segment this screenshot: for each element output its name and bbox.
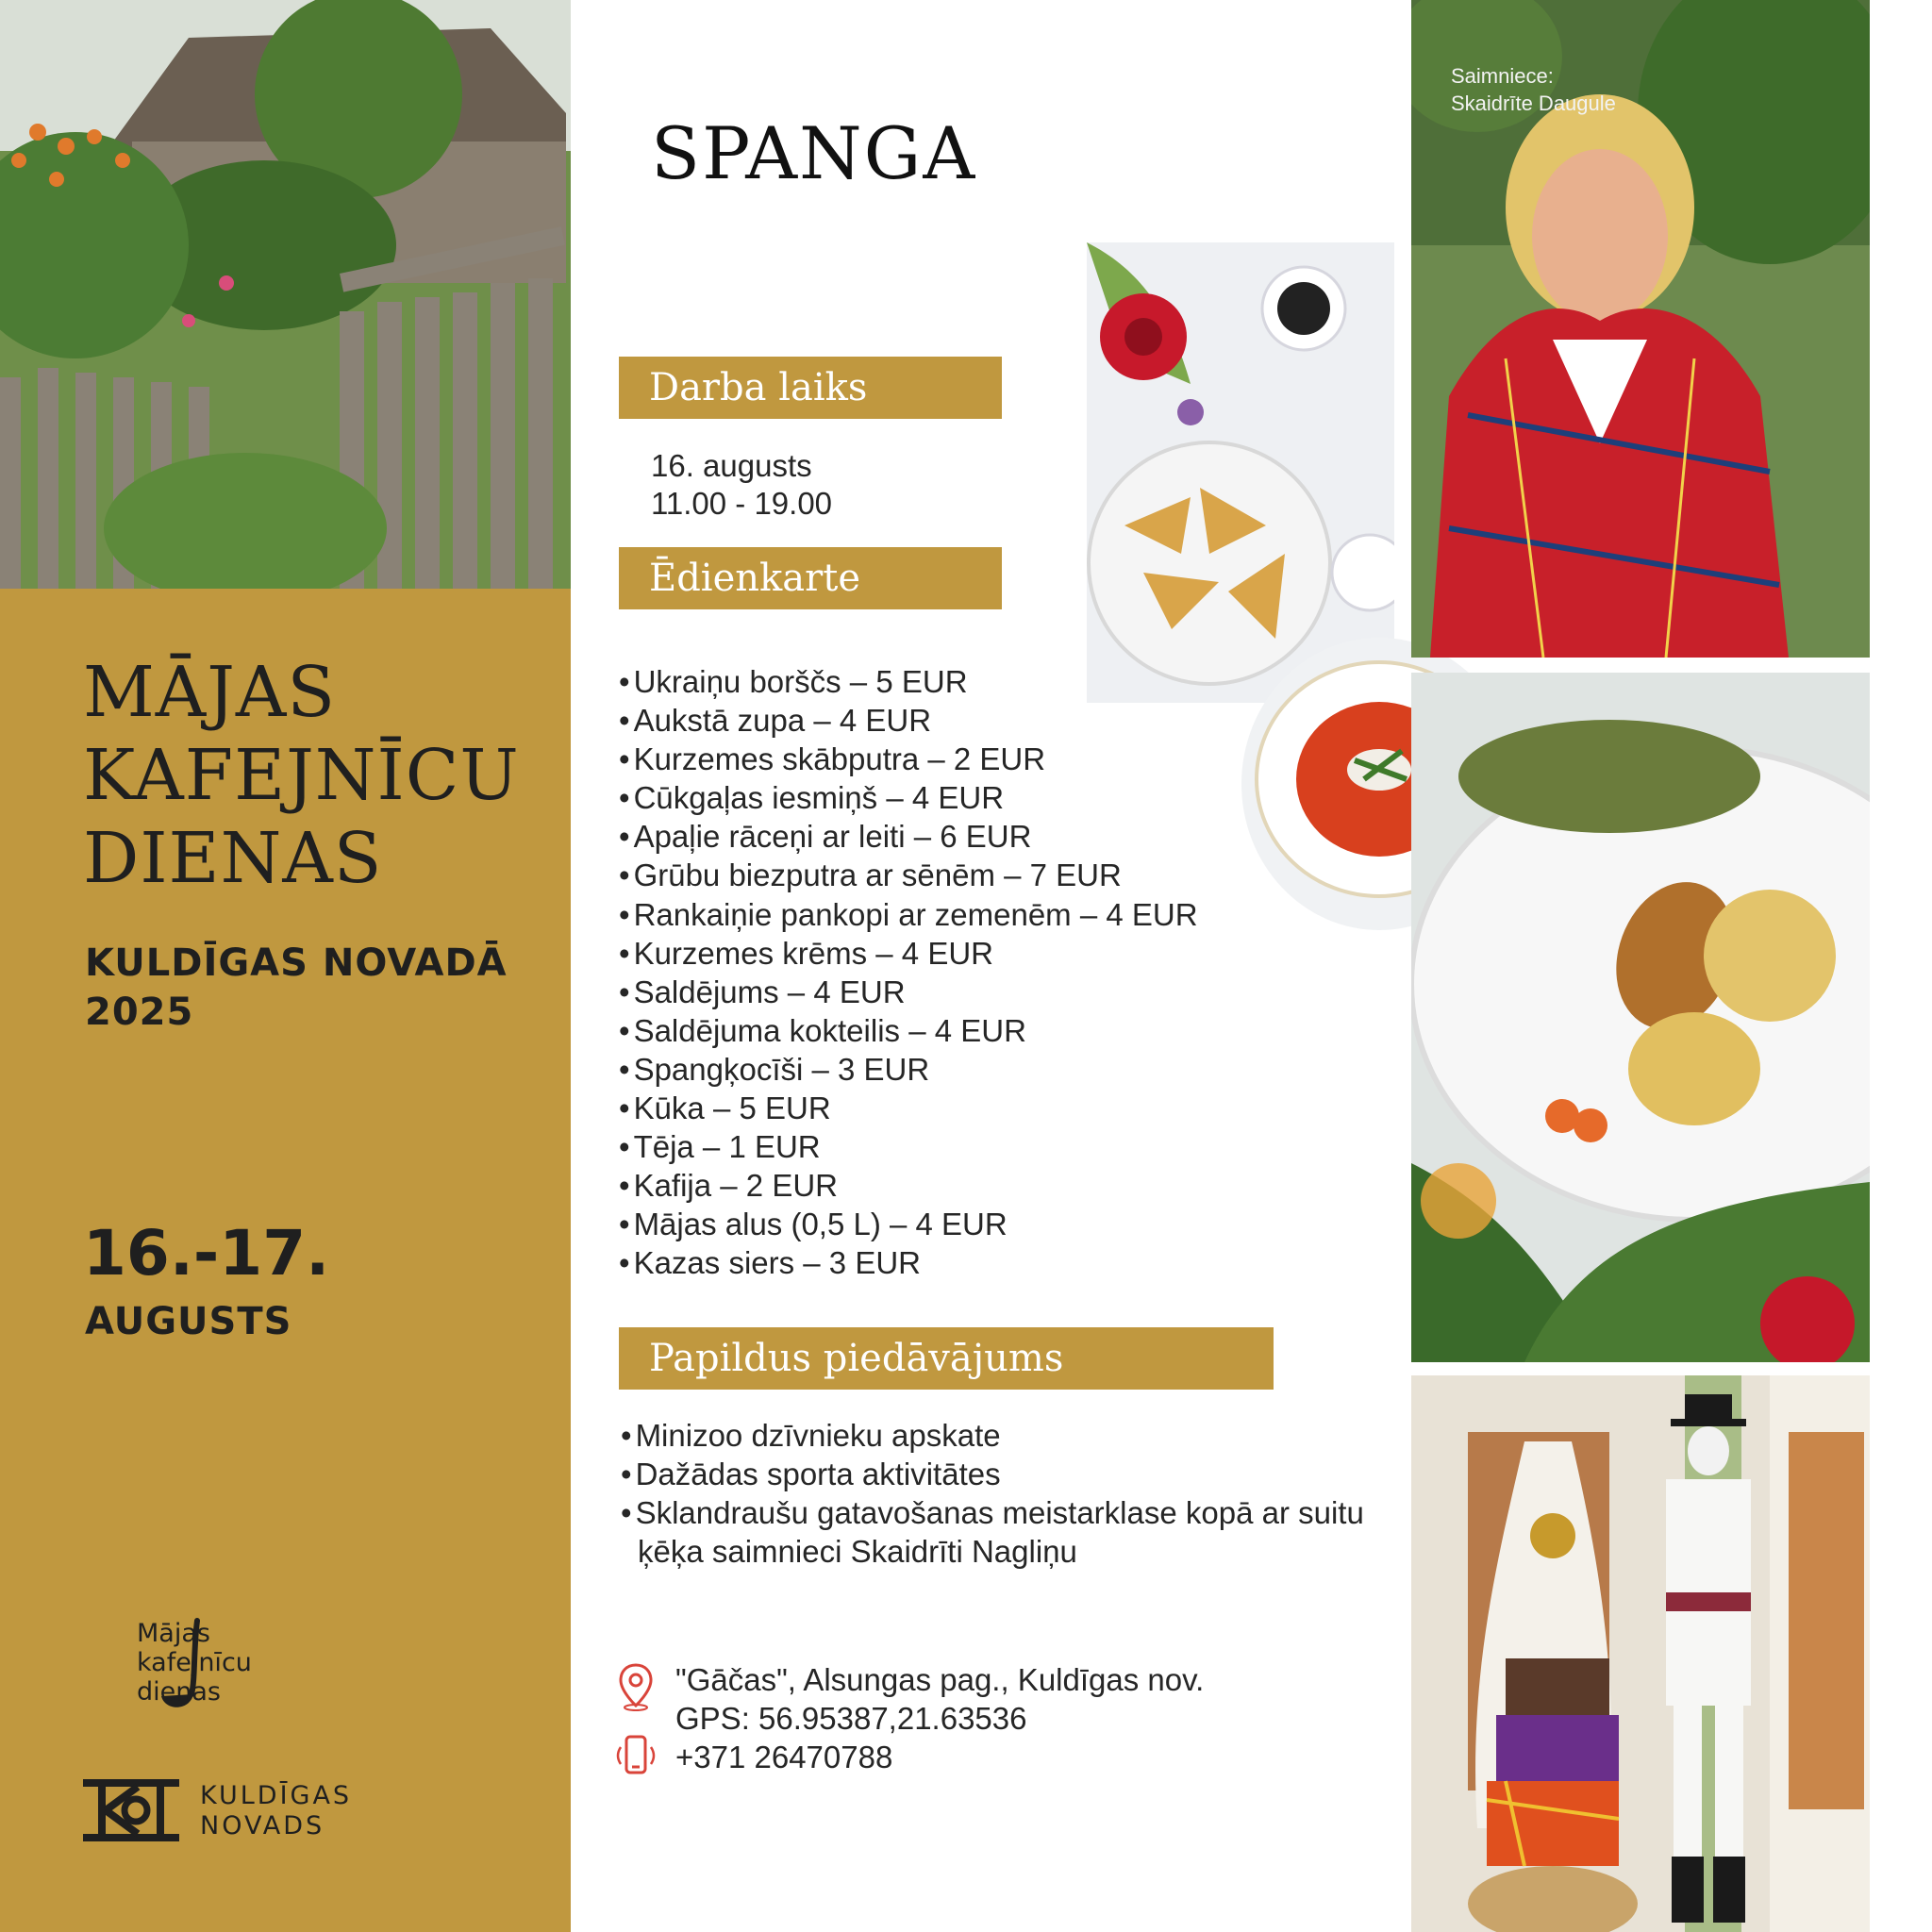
menu-item: • Kurzemes krēms – 4 EUR xyxy=(619,934,1198,973)
host-caption: Saimniece: Skaidrīte Daugule xyxy=(1451,64,1616,115)
menu-item: • Rankaiņie pankopi ar zemenēm – 4 EUR xyxy=(619,895,1198,934)
event-title: MĀJAS KAFEJNĪCU DIENAS xyxy=(83,652,520,899)
extra-item: • Dažādas sporta aktivitātes xyxy=(621,1455,1375,1493)
menu-item: • Aukstā zupa – 4 EUR xyxy=(619,701,1198,740)
menu-item: • Spangķocīši – 3 EUR xyxy=(619,1050,1198,1089)
place-title: SPANGA xyxy=(651,111,977,195)
event-month: AUGUSTS xyxy=(85,1300,292,1343)
menu-item: • Saldējuma kokteilis – 4 EUR xyxy=(619,1011,1198,1050)
contact-info xyxy=(675,1660,1204,1776)
menu-item: • Saldējums – 4 EUR xyxy=(619,973,1198,1011)
menu-item: • Ukraiņu borščs – 5 EUR xyxy=(619,662,1198,701)
menu-item: • Mājas alus (0,5 L) – 4 EUR xyxy=(619,1205,1198,1243)
menu-item: • Kafija – 2 EUR xyxy=(619,1166,1198,1205)
garden-photo xyxy=(0,0,571,589)
address: "Gāčas", Alsungas pag., Kuldīgas nov. xyxy=(675,1662,1205,1697)
event-dates: 16.-17. xyxy=(83,1217,330,1290)
location-pin-icon xyxy=(617,1662,655,1711)
cafe-days-logo-text: Mājas kafejnīcu dienas xyxy=(137,1619,252,1707)
menu-item: • Kūka – 5 EUR xyxy=(619,1089,1198,1127)
hours-heading: Darba laiks xyxy=(619,357,1002,419)
menu-item: • Tēja – 1 EUR xyxy=(619,1127,1198,1166)
extras-list xyxy=(621,1416,1375,1571)
kuldiga-emblem-icon xyxy=(81,1777,181,1843)
meal-plate-photo xyxy=(1411,673,1870,1362)
opening-hours: 16. augusts 11.00 - 19.00 xyxy=(651,448,833,521)
gps-coordinates: GPS: 56.95387,21.63536 xyxy=(675,1701,1027,1736)
extra-item: • Sklandraušu gatavošanas meistarklase kopā ar suitu ķēķa saimnieci Skaidrīti Nagliņu xyxy=(621,1493,1375,1571)
breakfast-table-photo xyxy=(1087,242,1394,703)
municipality-logo-text: KULDĪGAS NOVADS xyxy=(200,1781,353,1840)
extra-item: • Minizoo dzīvnieku apskate xyxy=(621,1416,1375,1455)
menu-item: • Apaļie rāceņi ar leiti – 6 EUR xyxy=(619,817,1198,856)
folk-costume-photo xyxy=(1411,1375,1870,1932)
event-subtitle: KULDĪGAS NOVADĀ 2025 xyxy=(85,941,508,1034)
phone-number[interactable]: +371 26470788 xyxy=(675,1740,893,1774)
menu-item: • Kurzemes skābputra – 2 EUR xyxy=(619,740,1198,778)
menu-item: • Cūkgaļas iesmiņš – 4 EUR xyxy=(619,778,1198,817)
extras-heading: Papildus piedāvājums xyxy=(619,1327,1274,1390)
menu-list xyxy=(619,662,1198,1283)
menu-item: • Grūbu biezputra ar sēnēm – 7 EUR xyxy=(619,856,1198,894)
menu-heading: Ēdienkarte xyxy=(619,547,1002,609)
menu-item: • Kazas siers – 3 EUR xyxy=(619,1243,1198,1282)
mobile-phone-icon xyxy=(615,1734,657,1777)
